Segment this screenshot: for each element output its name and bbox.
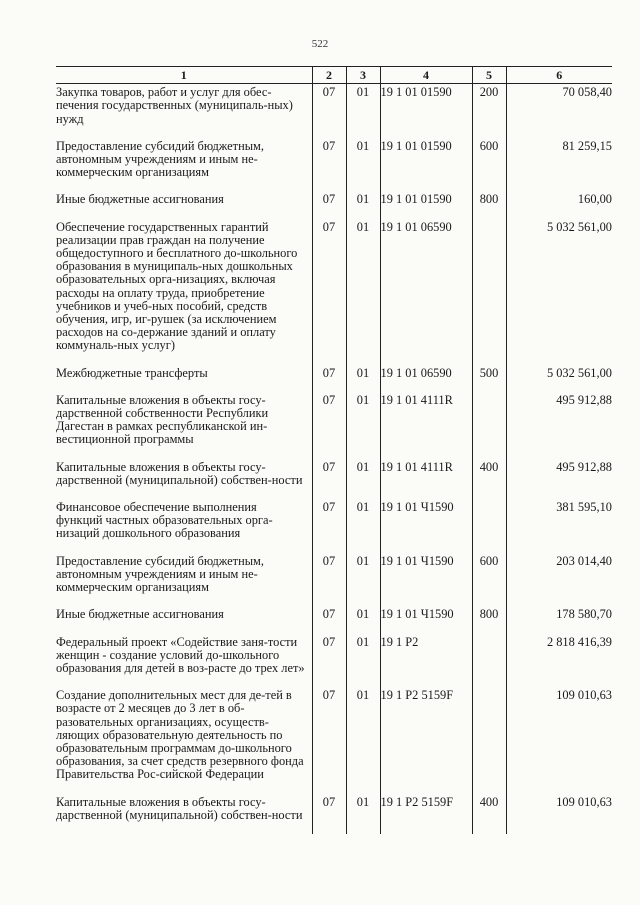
row-subsection: 01 xyxy=(346,392,380,459)
row-expense-type: 800 xyxy=(472,606,506,633)
row-target-article: 19 1 P2 5159F xyxy=(380,794,472,834)
row-subsection: 01 xyxy=(346,138,380,192)
row-section: 07 xyxy=(312,392,346,459)
table-row xyxy=(56,191,612,218)
row-expense-type: 200 xyxy=(472,84,506,138)
row-name: Предоставление субсидий бюджетным, автономным учреждениям и иным не-коммерческим организациям xyxy=(56,138,264,180)
row-section: 07 xyxy=(312,84,346,138)
row-name: Создание дополнительных мест для де-тей в возрасте от 2 месяцев до 3 лет в об-разовательных организациях, осуществ-ляющих образовательную деятельность по образовательным программам до-школьного образования, за счет средств резервного фонда Правительства Рос-сийской Федерации xyxy=(56,688,304,782)
row-target-article: 19 1 01 Ч1590 xyxy=(380,499,472,553)
table-row xyxy=(56,687,612,793)
budget-table xyxy=(56,66,612,834)
table-row xyxy=(56,365,612,392)
header-col-5: 5 xyxy=(472,67,506,84)
row-section: 07 xyxy=(312,794,346,834)
row-section: 07 xyxy=(312,499,346,553)
table-row xyxy=(56,553,612,607)
row-expense-type: 800 xyxy=(472,191,506,218)
row-amount: 495 912,88 xyxy=(506,392,612,459)
table-row xyxy=(56,606,612,633)
row-target-article: 19 1 P2 5159F xyxy=(380,687,472,793)
row-section: 07 xyxy=(312,606,346,633)
row-amount: 109 010,63 xyxy=(506,794,612,834)
row-name: Закупка товаров, работ и услуг для обес-печения государственных (муниципаль-ных) нужд xyxy=(56,85,293,126)
row-section: 07 xyxy=(312,191,346,218)
row-section: 07 xyxy=(312,553,346,607)
row-target-article: 19 1 01 01590 xyxy=(380,138,472,192)
row-target-article: 19 1 01 Ч1590 xyxy=(380,553,472,607)
row-subsection: 01 xyxy=(346,84,380,138)
row-section: 07 xyxy=(312,634,346,688)
table-header xyxy=(56,67,612,84)
row-subsection: 01 xyxy=(346,191,380,218)
row-amount: 81 259,15 xyxy=(506,138,612,192)
row-target-article: 19 1 01 01590 xyxy=(380,191,472,218)
row-name: Предоставление субсидий бюджетным, автономным учреждениям и иным не-коммерческим организациям xyxy=(56,553,264,595)
table-body xyxy=(56,84,612,834)
row-name: Федеральный проект «Содействие заня-тости женщин - создание условий до-школьного образования для детей в воз-расте до трех лет» xyxy=(56,634,305,675)
row-expense-type: 600 xyxy=(472,553,506,607)
table-row xyxy=(56,138,612,192)
row-subsection: 01 xyxy=(346,499,380,553)
row-expense-type: 500 xyxy=(472,365,506,392)
table-row xyxy=(56,634,612,688)
row-subsection: 01 xyxy=(346,365,380,392)
row-target-article: 19 1 01 01590 xyxy=(380,84,472,138)
row-amount: 160,00 xyxy=(506,191,612,218)
row-expense-type xyxy=(472,499,506,553)
row-expense-type: 600 xyxy=(472,138,506,192)
header-col-6: 6 xyxy=(506,67,612,84)
row-target-article: 19 1 01 06590 xyxy=(380,365,472,392)
row-name: Финансовое обеспечение выполнения функций частных образовательных орга-низаций дошкольного образования xyxy=(56,500,273,541)
row-expense-type xyxy=(472,634,506,688)
row-amount: 5 032 561,00 xyxy=(506,365,612,392)
row-target-article: 19 1 01 Ч1590 xyxy=(380,606,472,633)
row-expense-type xyxy=(472,219,506,365)
row-amount: 2 818 416,39 xyxy=(506,634,612,688)
header-col-3: 3 xyxy=(346,67,380,84)
row-subsection: 01 xyxy=(346,634,380,688)
row-name: Капитальные вложения в объекты госу-дарственной собственности Республики Дагестан в рамках республиканской ин-вестиционной программы xyxy=(56,392,269,447)
row-target-article: 19 1 01 4111R xyxy=(380,392,472,459)
row-target-article: 19 1 01 06590 xyxy=(380,219,472,365)
header-col-1: 1 xyxy=(56,67,312,84)
table-row xyxy=(56,392,612,459)
row-section: 07 xyxy=(312,219,346,365)
row-amount: 5 032 561,00 xyxy=(506,219,612,365)
table-row xyxy=(56,794,612,834)
table-row xyxy=(56,84,612,138)
row-amount: 381 595,10 xyxy=(506,499,612,553)
row-expense-type: 400 xyxy=(472,794,506,834)
row-section: 07 xyxy=(312,459,346,499)
row-subsection: 01 xyxy=(346,553,380,607)
row-subsection: 01 xyxy=(346,687,380,793)
row-section: 07 xyxy=(312,138,346,192)
row-target-article: 19 1 01 4111R xyxy=(380,459,472,499)
row-section: 07 xyxy=(312,687,346,793)
table-row xyxy=(56,459,612,499)
row-subsection: 01 xyxy=(346,219,380,365)
header-col-2: 2 xyxy=(312,67,346,84)
header-col-4: 4 xyxy=(380,67,472,84)
table-row xyxy=(56,499,612,553)
row-subsection: 01 xyxy=(346,606,380,633)
page-number: 522 xyxy=(311,38,329,50)
row-target-article: 19 1 P2 xyxy=(380,634,472,688)
row-name: Обеспечение государственных гарантий реализации прав граждан на получение общедоступного и бесплатного до-школьного образования в муниципаль-ных дошкольных образовательных орга-низациях, включая расходы на оплату труда, приобретение учебников и учеб-ных пособий, средств обучения, игр, иг-рушек (за исключением расходов на со-держание зданий и оплату коммуналь-ных услуг) xyxy=(56,219,298,353)
row-amount: 495 912,88 xyxy=(506,459,612,499)
row-name: Капитальные вложения в объекты госу-дарственной (муниципальной) собствен-ности xyxy=(56,459,303,487)
table-row xyxy=(56,219,612,365)
row-amount: 203 014,40 xyxy=(506,553,612,607)
row-section: 07 xyxy=(312,365,346,392)
row-expense-type xyxy=(472,392,506,459)
row-name: Иные бюджетные ассигнования xyxy=(56,607,224,622)
row-expense-type: 400 xyxy=(472,459,506,499)
row-amount: 109 010,63 xyxy=(506,687,612,793)
row-subsection: 01 xyxy=(346,459,380,499)
row-subsection: 01 xyxy=(346,794,380,834)
row-expense-type xyxy=(472,687,506,793)
header-row xyxy=(56,67,612,84)
row-name: Межбюджетные трансферты xyxy=(56,365,208,380)
row-amount: 70 058,40 xyxy=(506,84,612,138)
row-name: Капитальные вложения в объекты госу-дарственной (муниципальной) собствен-ности xyxy=(56,794,303,822)
row-amount: 178 580,70 xyxy=(506,606,612,633)
row-name: Иные бюджетные ассигнования xyxy=(56,192,224,207)
